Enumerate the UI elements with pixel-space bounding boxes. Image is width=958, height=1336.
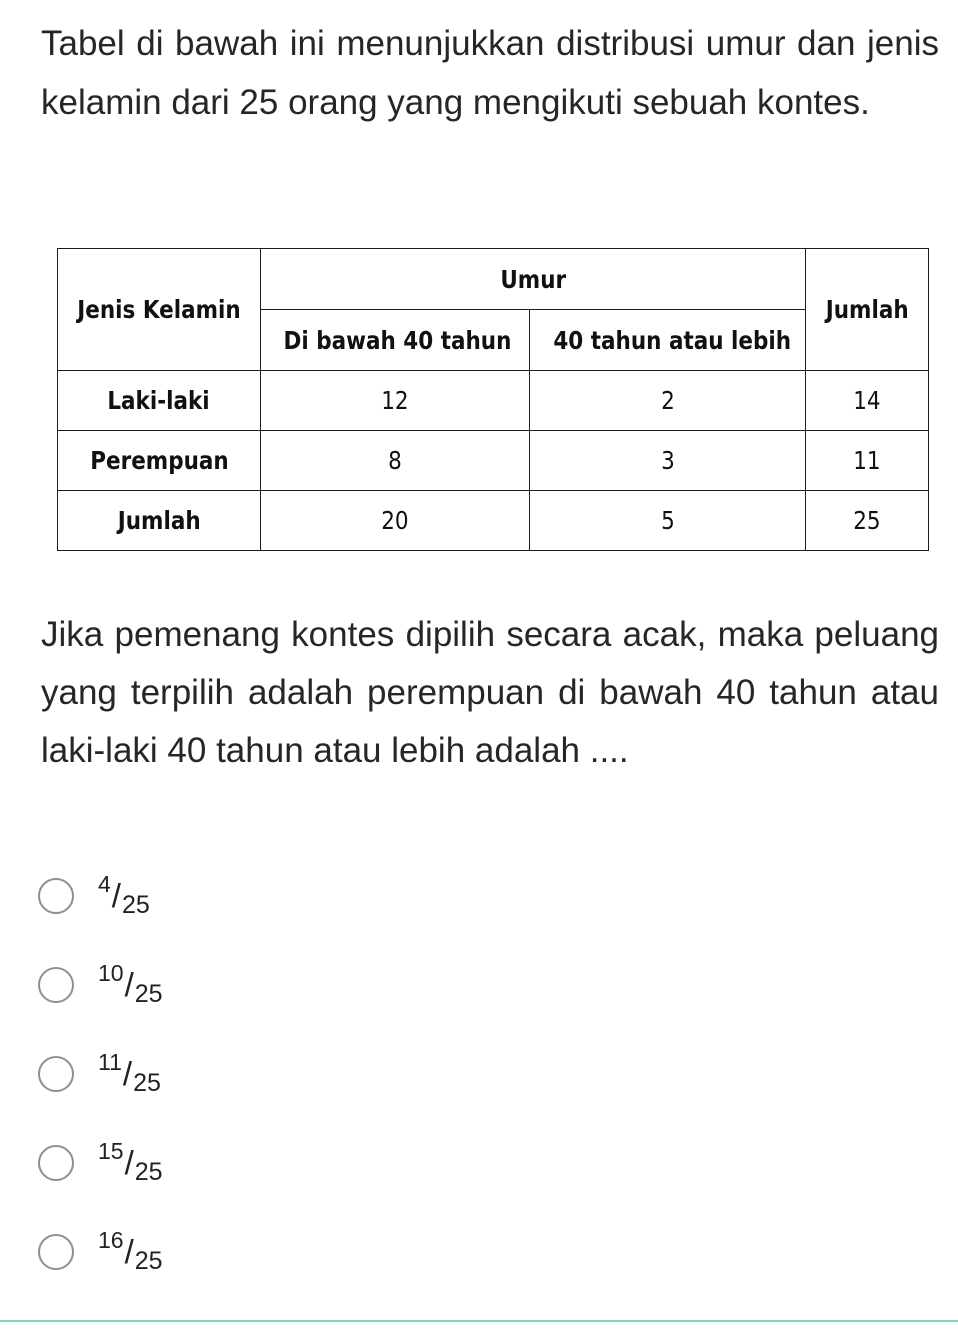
radio-button[interactable] [38, 1234, 74, 1270]
fraction-label: 15 / 25 [98, 1137, 163, 1186]
cell-over-40: 5 [530, 491, 806, 551]
answer-option-d[interactable] [38, 1133, 338, 1193]
cell-over-40: 2 [530, 371, 806, 431]
cell-total: 25 [806, 491, 929, 551]
row-label: Laki-laki [58, 371, 261, 431]
age-gender-table [57, 248, 929, 551]
header-total: Jumlah [806, 249, 929, 371]
cell-total: 11 [806, 431, 929, 491]
cell-total: 14 [806, 371, 929, 431]
cell-under-40: 8 [261, 431, 530, 491]
fraction-label: 11 / 25 [98, 1048, 161, 1097]
answer-option-a[interactable] [38, 866, 338, 926]
header-age-group: Umur [261, 249, 806, 310]
answer-option-b[interactable] [38, 955, 338, 1015]
header-under-40: Di bawah 40 tahun [261, 310, 530, 371]
bottom-divider [0, 1320, 958, 1322]
fraction-label: 10 / 25 [98, 959, 163, 1008]
answer-option-e[interactable] [38, 1222, 338, 1282]
radio-button[interactable] [38, 967, 74, 1003]
question-text: Jika pemenang kontes dipilih secara acak, maka peluang yang terpilih adalah perempuan di bawah 40 tahun atau laki-laki 40 tahun atau lebih adalah .... [41, 615, 939, 770]
cell-under-40: 12 [261, 371, 530, 431]
row-label: Perempuan [58, 431, 261, 491]
radio-button[interactable] [38, 1145, 74, 1181]
radio-button[interactable] [38, 878, 74, 914]
fraction-label: 4 / 25 [98, 870, 150, 919]
fraction-label: 16 / 25 [98, 1226, 163, 1275]
cell-over-40: 3 [530, 431, 806, 491]
radio-button[interactable] [38, 1056, 74, 1092]
header-gender: Jenis Kelamin [58, 249, 261, 371]
row-label: Jumlah [58, 491, 261, 551]
answer-option-c[interactable] [38, 1044, 338, 1104]
table-row [58, 491, 929, 551]
cell-under-40: 20 [261, 491, 530, 551]
intro-text: Tabel di bawah ini menunjukkan distribusi umur dan jenis kelamin dari 25 orang yang mengikuti sebuah kontes. [41, 24, 939, 122]
table-row [58, 431, 929, 491]
table-row [58, 371, 929, 431]
header-over-40: 40 tahun atau lebih [530, 310, 806, 371]
